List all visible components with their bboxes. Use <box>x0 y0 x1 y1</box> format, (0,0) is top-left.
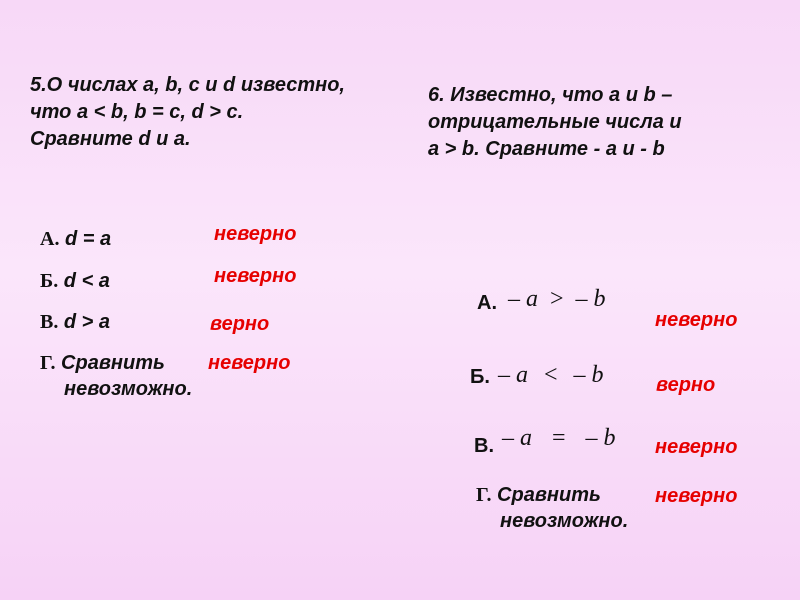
p5-option-b <box>40 268 110 294</box>
p6-option-d-verdict: неверно <box>655 485 738 507</box>
p6-option-a-letter: А. <box>477 292 497 314</box>
p6-option-d-text-2: невозможно. <box>500 510 629 532</box>
p6-option-d-text: Сравнить <box>497 484 601 506</box>
p5-option-c-letter: В. <box>40 311 59 333</box>
p6-option-c-operator: = <box>552 425 566 451</box>
p6-option-b-letter: Б. <box>470 366 490 388</box>
p5-option-a-letter: А. <box>40 228 60 250</box>
p5-option-d-text-2: невозможно. <box>64 378 193 400</box>
p6-option-a-right: – b <box>575 286 606 312</box>
p5-option-b-letter: Б. <box>40 270 59 292</box>
p6-option-b-verdict: верно <box>656 374 716 396</box>
p6-option-b-operator: < <box>544 362 558 388</box>
p6-option-b-expression <box>498 362 604 389</box>
problem-6-line-1: 6. Известно, что a и b – <box>428 84 673 106</box>
p5-option-d-letter: Г. <box>40 352 56 374</box>
problem-6-line-2: отрицательные числа и <box>428 111 682 133</box>
p5-option-c-text: d > a <box>63 311 111 333</box>
p5-option-b-verdict: неверно <box>214 265 297 287</box>
p6-option-b-right: – b <box>573 362 604 388</box>
p6-option-a-operator: > <box>550 286 564 312</box>
p5-option-d-verdict: неверно <box>208 352 291 374</box>
problem-6-line-3: a > b. Сравните - a и - b <box>428 138 665 160</box>
p6-option-c-verdict: неверно <box>655 436 738 458</box>
problem-5-line-3: Сравните d и a. <box>30 128 191 150</box>
p5-option-c-verdict: верно <box>210 313 270 335</box>
p5-option-a-text: d = a <box>65 228 112 250</box>
p6-option-a-left: – a <box>508 286 538 312</box>
p5-option-d <box>40 350 192 402</box>
problem-5-line-1: 5.О числах a, b, c и d известно, <box>30 74 345 96</box>
p6-option-c-letter: В. <box>474 435 494 457</box>
p6-option-c-expression <box>502 425 616 452</box>
p5-option-d-text: Сравнить <box>61 352 165 374</box>
p6-option-a-verdict: неверно <box>655 309 738 331</box>
problem-5-line-2: что a < b, b = c, d > c. <box>30 101 244 123</box>
p5-option-a-verdict: неверно <box>214 223 297 245</box>
p6-option-b-left: – a <box>498 362 528 388</box>
p6-option-d-letter: Г. <box>476 484 492 506</box>
p6-option-d <box>476 482 628 534</box>
p6-option-c-right: – b <box>585 425 616 451</box>
p6-option-a-expression <box>508 286 606 313</box>
p5-option-a <box>40 226 111 252</box>
problem-5-statement <box>30 72 345 153</box>
p5-option-c <box>40 309 110 335</box>
problem-6-statement <box>428 82 682 163</box>
p6-option-c-left: – a <box>502 425 532 451</box>
p5-option-b-text: d < a <box>63 270 110 292</box>
